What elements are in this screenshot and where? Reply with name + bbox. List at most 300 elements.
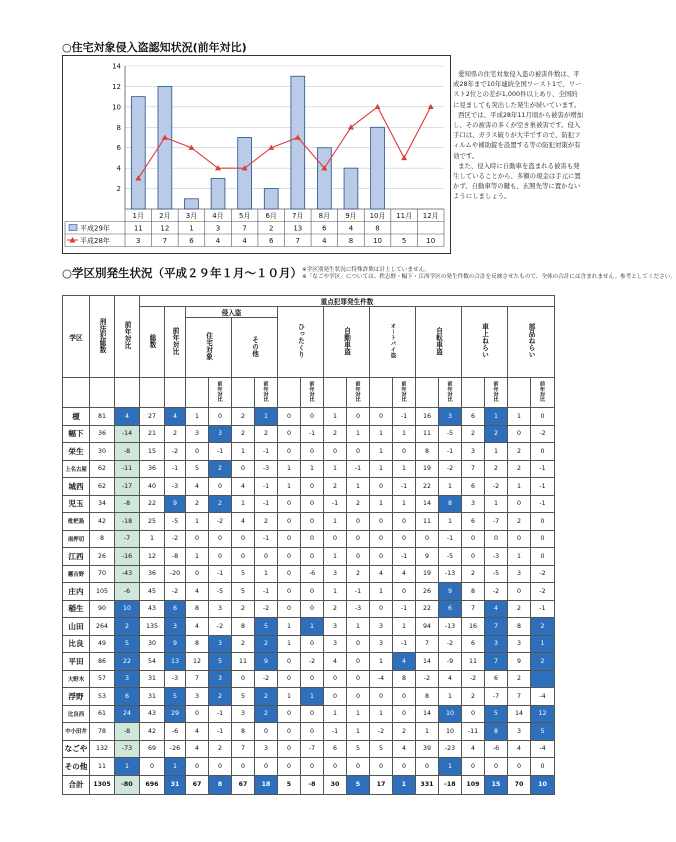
- cell-bike-count: 1: [370, 460, 393, 478]
- cell-penal-total: 61: [90, 705, 115, 723]
- x-tick-label: 10月: [369, 212, 386, 220]
- cell-penal-prev: -17: [115, 478, 140, 496]
- cell-car-prev: 1: [347, 618, 370, 636]
- bar-10月: [371, 127, 385, 209]
- cell-key-total: 31: [140, 670, 165, 688]
- district-name: その他: [63, 758, 90, 776]
- cell-car-count: 6: [324, 740, 347, 758]
- table-row: [63, 688, 555, 706]
- cell-car-prev: 0: [347, 408, 370, 426]
- cell-house-count: 7: [186, 670, 209, 688]
- cell-snatch-count: 1: [278, 635, 301, 653]
- cell-carbreak-prev: -2: [485, 478, 508, 496]
- cell-parts-count: 2: [508, 443, 531, 461]
- cell-bicycle-count: -2: [416, 670, 439, 688]
- cell-bike-count: 0: [370, 600, 393, 618]
- cell-snatch-prev: 1: [301, 460, 324, 478]
- cell-carbreak-prev: -3: [485, 548, 508, 566]
- table-row: [63, 635, 555, 653]
- header-sub-prev: 前年対比: [255, 378, 278, 408]
- district-name: 稲生: [63, 600, 90, 618]
- cell-house-count: 12: [186, 653, 209, 671]
- cell-parts-count: 1: [508, 408, 531, 426]
- line-data-label: 4: [242, 237, 247, 245]
- cell-key-prev: -2: [165, 530, 186, 548]
- y-tick-label: 12: [112, 82, 121, 91]
- cell-key-prev: 2: [165, 425, 186, 443]
- cell-parts-count: 2: [508, 513, 531, 531]
- cell-other-count: 4: [232, 478, 255, 496]
- cell-house-prev: 0: [209, 408, 232, 426]
- cell-car-count: -1: [324, 495, 347, 513]
- cell-key-prev: 29: [165, 705, 186, 723]
- cell-other-prev: 2: [255, 635, 278, 653]
- cell-bike-count: 1: [370, 653, 393, 671]
- cell-bike-prev: 1: [393, 495, 416, 513]
- cell-key-prev: 5: [165, 688, 186, 706]
- cell-bike-prev: 2: [393, 723, 416, 741]
- cell-house-prev: 3: [209, 635, 232, 653]
- cell-car-prev: 1: [347, 478, 370, 496]
- cell-parts-count: 3: [508, 723, 531, 741]
- section-title-burglary-status: ○住宅対象侵入盗認知状況(前年対比): [62, 41, 247, 54]
- cell-bicycle-prev: 1: [439, 478, 462, 496]
- district-name: 霧吉野: [63, 565, 90, 583]
- cell-key-prev: 31: [165, 775, 186, 794]
- header-sub-blank: [278, 378, 301, 408]
- cell-car-count: 1: [324, 408, 347, 426]
- cell-house-prev: 3: [209, 425, 232, 443]
- cell-parts-count: 0: [508, 583, 531, 601]
- cell-key-total: 1: [140, 530, 165, 548]
- table-row: [63, 548, 555, 566]
- cell-carbreak-prev: -5: [485, 565, 508, 583]
- cell-car-count: 1: [324, 583, 347, 601]
- legend-line-label: 平成28年: [80, 237, 110, 245]
- cell-house-count: 8: [186, 635, 209, 653]
- cell-bicycle-count: 16: [416, 408, 439, 426]
- cell-car-count: 1: [324, 548, 347, 566]
- cell-bike-count: 1: [370, 705, 393, 723]
- bar-2月: [158, 86, 172, 209]
- cell-carbreak-count: 109: [462, 775, 485, 794]
- cell-other-count: 7: [232, 740, 255, 758]
- header-parts-theft: 部品ねらい: [508, 307, 555, 378]
- header-penal-total: 刑法犯総数: [90, 296, 115, 378]
- cell-bike-prev: 8: [393, 670, 416, 688]
- cell-key-total: 42: [140, 723, 165, 741]
- header-sub-blank: [115, 378, 140, 408]
- line-data-label: 6: [268, 237, 274, 245]
- header-sub-blank: [232, 378, 255, 408]
- cell-snatch-count: 0: [278, 408, 301, 426]
- cell-snatch-prev: 0: [301, 478, 324, 496]
- cell-bicycle-prev: 1: [439, 758, 462, 776]
- cell-other-count: 0: [232, 670, 255, 688]
- cell-penal-total: 11: [90, 758, 115, 776]
- cell-car-prev: -3: [347, 600, 370, 618]
- cell-other-prev: 2: [255, 425, 278, 443]
- cell-carbreak-count: 11: [462, 653, 485, 671]
- cell-car-prev: 0: [347, 653, 370, 671]
- x-tick-label: 4月: [212, 212, 224, 220]
- table-row: [63, 478, 555, 496]
- line-data-label: 6: [189, 237, 194, 245]
- cell-penal-prev: -8: [115, 723, 140, 741]
- bar-1月: [131, 97, 145, 209]
- cell-bike-count: 3: [370, 618, 393, 636]
- cell-key-prev: 13: [165, 653, 186, 671]
- cell-bicycle-count: 94: [416, 618, 439, 636]
- cell-snatch-count: 0: [278, 425, 301, 443]
- cell-bike-prev: 0: [393, 688, 416, 706]
- cell-bike-prev: 0: [393, 583, 416, 601]
- cell-car-prev: 0: [347, 688, 370, 706]
- cell-car-count: 3: [324, 565, 347, 583]
- line-marker-11月: [401, 155, 407, 160]
- cell-penal-total: 36: [90, 425, 115, 443]
- cell-carbreak-count: 7: [462, 600, 485, 618]
- cell-parts-prev: -1: [531, 478, 555, 496]
- cell-car-prev: 1: [347, 723, 370, 741]
- x-tick-label: 5月: [238, 212, 251, 220]
- cell-penal-total: 53: [90, 688, 115, 706]
- cell-bike-prev: 0: [393, 443, 416, 461]
- cell-snatch-prev: -7: [301, 740, 324, 758]
- header-house-target: 住宅対象: [186, 318, 232, 378]
- cell-bike-prev: -1: [393, 600, 416, 618]
- cell-other-prev: -1: [255, 583, 278, 601]
- cell-snatch-prev: -1: [301, 425, 324, 443]
- district-name: 比良西: [63, 705, 90, 723]
- bar-data-label: 4: [348, 224, 354, 233]
- cell-house-count: 4: [186, 583, 209, 601]
- cell-key-total: 54: [140, 653, 165, 671]
- cell-carbreak-count: -2: [462, 670, 485, 688]
- x-tick-label: 11月: [396, 212, 413, 220]
- cell-car-count: 0: [324, 758, 347, 776]
- cell-bicycle-prev: 10: [439, 705, 462, 723]
- cell-key-total: 69: [140, 740, 165, 758]
- cell-car-count: 2: [324, 478, 347, 496]
- district-name: 幅下: [63, 425, 90, 443]
- cell-parts-prev: 0: [531, 530, 555, 548]
- header-sub-blank: [508, 378, 531, 408]
- cell-car-count: 0: [324, 670, 347, 688]
- cell-snatch-count: 0: [278, 705, 301, 723]
- cell-house-count: 1: [186, 513, 209, 531]
- cell-parts-count: 70: [508, 775, 531, 794]
- note-line: ※学区別発生状況に特殊詐欺は計上していません。: [302, 267, 431, 273]
- header-sub-prev: 前年対比: [485, 378, 508, 408]
- cell-carbreak-prev: 4: [485, 600, 508, 618]
- cell-key-total: 40: [140, 478, 165, 496]
- cell-parts-prev: 2: [531, 618, 555, 636]
- cell-parts-prev: 0: [531, 758, 555, 776]
- cell-bicycle-count: 11: [416, 513, 439, 531]
- cell-bike-prev: 4: [393, 740, 416, 758]
- cell-parts-count: 2: [508, 600, 531, 618]
- cell-other-prev: 5: [255, 618, 278, 636]
- cell-penal-total: 1305: [90, 775, 115, 794]
- cell-snatch-prev: 0: [301, 583, 324, 601]
- cell-key-total: 36: [140, 460, 165, 478]
- cell-penal-prev: 24: [115, 705, 140, 723]
- cell-carbreak-prev: -2: [485, 583, 508, 601]
- cell-car-count: 1: [324, 460, 347, 478]
- cell-house-prev: 2: [209, 740, 232, 758]
- cell-parts-prev: 0: [531, 443, 555, 461]
- bar-data-label: 2: [268, 224, 274, 233]
- cell-key-prev: -1: [165, 460, 186, 478]
- bar-data-label: 7: [242, 224, 247, 233]
- line-data-label: 3: [136, 237, 141, 245]
- cell-house-prev: 0: [209, 758, 232, 776]
- district-name: 中小田井: [63, 723, 90, 741]
- line-data-label: 4: [215, 237, 221, 245]
- line-series: [138, 107, 430, 179]
- cell-car-prev: 5: [347, 740, 370, 758]
- cell-house-prev: -1: [209, 565, 232, 583]
- cell-parts-count: 1: [508, 548, 531, 566]
- cell-bicycle-count: 26: [416, 583, 439, 601]
- cell-parts-prev: -1: [531, 460, 555, 478]
- cell-key-prev: 9: [165, 635, 186, 653]
- cell-other-prev: 0: [255, 548, 278, 566]
- cell-carbreak-count: 0: [462, 705, 485, 723]
- legend-bar-swatch: [69, 225, 77, 231]
- cell-key-total: 43: [140, 600, 165, 618]
- cell-bicycle-count: 8: [416, 443, 439, 461]
- cell-bicycle-count: 14: [416, 653, 439, 671]
- cell-penal-prev: -11: [115, 460, 140, 478]
- cell-other-count: 8: [232, 618, 255, 636]
- cell-car-count: 3: [324, 635, 347, 653]
- cell-bicycle-prev: 8: [439, 495, 462, 513]
- bar-data-label: 6: [322, 224, 327, 233]
- district-name: 児玉: [63, 495, 90, 513]
- header-car-theft: 自動車盗: [324, 307, 370, 378]
- table-row: [63, 425, 555, 443]
- cell-bicycle-count: 7: [416, 635, 439, 653]
- cell-snatch-count: 5: [278, 775, 301, 794]
- cell-penal-prev: 10: [115, 600, 140, 618]
- cell-snatch-prev: 0: [301, 723, 324, 741]
- cell-key-total: 31: [140, 688, 165, 706]
- cell-bike-prev: 4: [393, 565, 416, 583]
- cell-other-count: 2: [232, 425, 255, 443]
- bar-8月: [317, 148, 331, 209]
- district-name: 南押切: [63, 530, 90, 548]
- cell-bicycle-count: 9: [416, 548, 439, 566]
- line-data-label: 5: [401, 237, 407, 245]
- line-data-label: 4: [322, 237, 327, 245]
- cell-key-prev: 3: [165, 618, 186, 636]
- cell-carbreak-prev: 3: [485, 635, 508, 653]
- cell-snatch-count: 0: [278, 495, 301, 513]
- cell-parts-prev: 0: [531, 408, 555, 426]
- cell-penal-prev: 1: [115, 758, 140, 776]
- bar-data-label: 3: [215, 224, 221, 233]
- x-tick-label: 1月: [132, 212, 145, 220]
- cell-key-total: 45: [140, 583, 165, 601]
- cell-house-prev: -5: [209, 583, 232, 601]
- cell-car-prev: 1: [347, 705, 370, 723]
- cell-bike-prev: -1: [393, 548, 416, 566]
- cell-penal-total: 34: [90, 495, 115, 513]
- cell-other-count: 1: [232, 495, 255, 513]
- cell-bike-count: 1: [370, 583, 393, 601]
- cell-bicycle-count: 8: [416, 688, 439, 706]
- cell-bike-prev: 0: [393, 758, 416, 776]
- header-sub-prev: 前年対比: [439, 378, 462, 408]
- cell-snatch-count: 0: [278, 653, 301, 671]
- cell-house-prev: 3: [209, 600, 232, 618]
- table-row: [63, 723, 555, 741]
- cell-key-prev: -3: [165, 478, 186, 496]
- cell-penal-total: 8: [90, 530, 115, 548]
- cell-house-prev: 2: [209, 495, 232, 513]
- table-row: [63, 758, 555, 776]
- cell-other-prev: 0: [255, 758, 278, 776]
- cell-parts-count: 2: [508, 670, 531, 688]
- cell-house-count: 4: [186, 618, 209, 636]
- cell-snatch-count: 1: [278, 460, 301, 478]
- cell-other-prev: -1: [255, 495, 278, 513]
- header-sub-prev: 前年対比: [301, 378, 324, 408]
- cell-snatch-count: 0: [278, 740, 301, 758]
- cell-key-total: 27: [140, 408, 165, 426]
- line-marker-10月: [375, 104, 381, 109]
- cell-carbreak-count: 2: [462, 565, 485, 583]
- cell-car-count: -1: [324, 723, 347, 741]
- cell-snatch-count: 0: [278, 600, 301, 618]
- legend-bar-label: 平成29年: [80, 224, 110, 233]
- cell-bike-count: 1: [370, 443, 393, 461]
- cell-other-prev: -1: [255, 530, 278, 548]
- cell-bike-count: 0: [370, 688, 393, 706]
- cell-penal-prev: -43: [115, 565, 140, 583]
- cell-other-prev: 9: [255, 653, 278, 671]
- cell-snatch-prev: 0: [301, 600, 324, 618]
- cell-parts-prev: -1: [531, 495, 555, 513]
- bar-6月: [264, 189, 278, 209]
- table-row: [63, 600, 555, 618]
- x-tick-label: 8月: [318, 212, 331, 220]
- cell-carbreak-count: 3: [462, 443, 485, 461]
- table-row: [63, 705, 555, 723]
- cell-snatch-count: 0: [278, 443, 301, 461]
- cell-bicycle-count: 19: [416, 460, 439, 478]
- cell-car-count: 30: [324, 775, 347, 794]
- line-data-label: 7: [162, 237, 168, 245]
- description-paragraph: 愛知県の住宅対象侵入盗の被害件数は、平成28年まで10年連続全国ワースト1で、ワースト2位との差が1,000件以上あり、全国的に見ましても突出した発生が続いています。: [453, 70, 582, 109]
- cell-penal-prev: -16: [115, 548, 140, 566]
- cell-other-prev: -2: [255, 670, 278, 688]
- cell-bike-count: -2: [370, 723, 393, 741]
- cell-bike-count: 1: [370, 425, 393, 443]
- cell-car-prev: 0: [347, 443, 370, 461]
- header-sub-blank: [324, 378, 347, 408]
- cell-house-prev: 5: [209, 653, 232, 671]
- district-name: なごや: [63, 740, 90, 758]
- cell-penal-prev: -18: [115, 513, 140, 531]
- table-row: [63, 495, 555, 513]
- cell-other-count: 4: [232, 513, 255, 531]
- cell-penal-prev: -8: [115, 495, 140, 513]
- cell-bicycle-prev: -5: [439, 548, 462, 566]
- cell-bicycle-count: 11: [416, 425, 439, 443]
- district-name: 浮野: [63, 688, 90, 706]
- cell-bicycle-prev: -13: [439, 618, 462, 636]
- cell-other-count: 0: [232, 530, 255, 548]
- cell-parts-count: 2: [508, 460, 531, 478]
- cell-bike-count: 1: [370, 495, 393, 513]
- cell-penal-prev: 2: [115, 618, 140, 636]
- cell-house-count: 0: [186, 565, 209, 583]
- cell-other-count: 2: [232, 600, 255, 618]
- cell-parts-count: 9: [508, 653, 531, 671]
- cell-carbreak-prev: 1: [485, 495, 508, 513]
- cell-house-count: 3: [186, 688, 209, 706]
- cell-key-prev: -3: [165, 670, 186, 688]
- cell-bike-prev: 1: [393, 425, 416, 443]
- cell-snatch-prev: 0: [301, 635, 324, 653]
- cell-carbreak-prev: 7: [485, 618, 508, 636]
- table-row: [63, 443, 555, 461]
- section-title-district-status: ○学区別発生状況（平成２９年１月～１０月）: [62, 266, 303, 280]
- burglary-chart-frame: [62, 55, 451, 254]
- cell-bicycle-prev: -1: [439, 530, 462, 548]
- table-row: [63, 618, 555, 636]
- line-data-label: 8: [348, 237, 354, 245]
- cell-other-count: 2: [232, 635, 255, 653]
- header-bicycle-theft: 自転車盗: [416, 307, 462, 378]
- cell-carbreak-count: 6: [462, 478, 485, 496]
- cell-house-count: 2: [186, 495, 209, 513]
- cell-carbreak-prev: -6: [485, 740, 508, 758]
- cell-house-prev: 0: [209, 478, 232, 496]
- cell-house-count: 1: [186, 408, 209, 426]
- cell-house-count: 3: [186, 425, 209, 443]
- cell-house-prev: 2: [209, 460, 232, 478]
- cell-snatch-prev: -6: [301, 565, 324, 583]
- cell-snatch-count: 0: [278, 565, 301, 583]
- cell-bicycle-prev: -1: [439, 443, 462, 461]
- cell-penal-total: 81: [90, 408, 115, 426]
- header-sub-blank: [90, 378, 115, 408]
- cell-carbreak-count: 16: [462, 618, 485, 636]
- cell-carbreak-count: 6: [462, 408, 485, 426]
- cell-other-count: 67: [232, 775, 255, 794]
- cell-car-count: 1: [324, 513, 347, 531]
- cell-carbreak-count: 6: [462, 513, 485, 531]
- cell-penal-total: 132: [90, 740, 115, 758]
- bar-4月: [211, 178, 225, 209]
- cell-bike-count: 3: [370, 635, 393, 653]
- cell-key-total: 22: [140, 495, 165, 513]
- cell-car-prev: 0: [347, 758, 370, 776]
- cell-bicycle-prev: 1: [439, 688, 462, 706]
- cell-car-count: 1: [324, 705, 347, 723]
- cell-house-count: 4: [186, 723, 209, 741]
- cell-other-prev: 3: [255, 740, 278, 758]
- cell-other-count: 0: [232, 460, 255, 478]
- cell-penal-prev: -6: [115, 583, 140, 601]
- cell-carbreak-prev: 7: [485, 653, 508, 671]
- cell-key-total: 696: [140, 775, 165, 794]
- cell-house-count: 4: [186, 740, 209, 758]
